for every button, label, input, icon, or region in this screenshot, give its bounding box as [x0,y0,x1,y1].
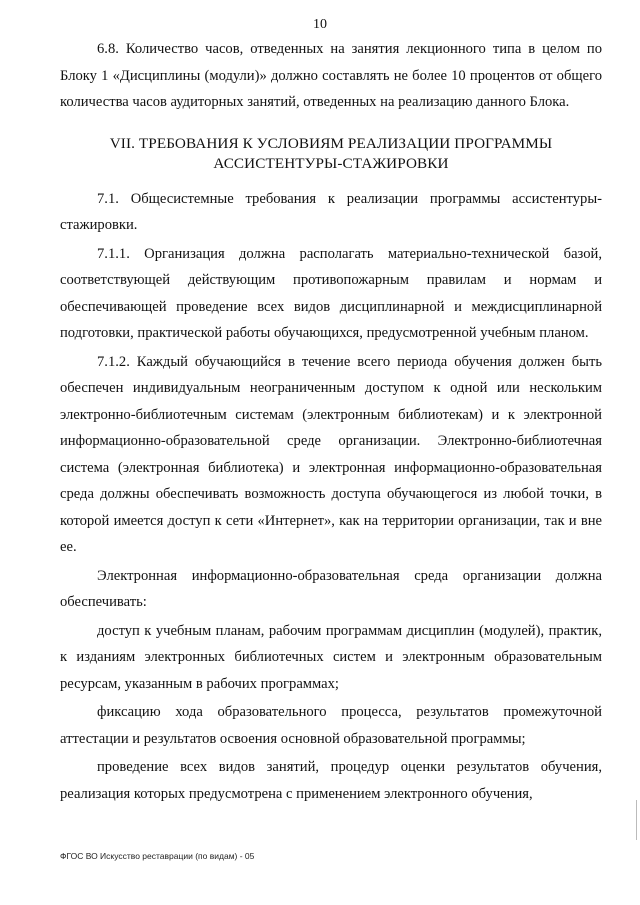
list-item-conduct: проведение всех видов занятий, процедур оценки результатов обучения, реализация которых предусмотрена с применением электронного обучения, [60,759,602,802]
footer-note: ФГОС ВО Искусство реставрации (по видам) - 05 [60,851,255,861]
paragraph-7-1-1: 7.1.1. Организация должна располагать материально-технической базой, соответствующей действующим противопожарным правилам и нормам и обеспечивающей проведение всех видов дисциплинарной и междисциплинарной подготовки, практической работы обучающихся, предусмотренной учебным планом. [60,245,602,341]
paragraph-6-8: 6.8. Количество часов, отведенных на занятия лекционного типа в целом по Блоку 1 «Дисциплины (модули)» должно составлять не более 10 процентов от общего количества часов аудиторных занятий, отведенных на реализацию данного Блока. [60,41,602,110]
list-item-access: доступ к учебным планам, рабочим программам дисциплин (модулей), практик, к изданиям электронных библиотечных систем и электронным образовательным ресурсам, указанным в рабочих программах; [60,622,602,692]
paragraph-7-1-2: 7.1.2. Каждый обучающийся в течение всего периода обучения должен быть обеспечен индивидуальным неограниченным доступом к одной или нескольким электронно-библиотечным системам (электронным библиотекам) и к электронной информационно-образовательной среде организации. Электронно-библиотечная система (электронная библиотека) и электронная информационно-образовательная среда должны обеспечивать возможность доступа обучающегося из любой точки, в которой имеется доступ к сети «Интернет», как на территории организации, так и вне ее. [60,353,602,555]
scan-edge-mark [636,800,637,840]
list-item-fixation: фиксацию хода образовательного процесса, результатов промежуточной аттестации и результатов освоения основной образовательной программы; [60,704,602,747]
document-body [60,36,602,807]
paragraph-environment: Электронная информационно-образовательная среда организации должна обеспечивать: [60,567,602,610]
section-heading: VII. ТРЕБОВАНИЯ К УСЛОВИЯМ РЕАЛИЗАЦИИ ПРОГРАММЫ АССИСТЕНТУРЫ-СТАЖИРОВКИ [109,134,553,172]
page-number: 10 [313,17,327,32]
paragraph-7-1: 7.1. Общесистемные требования к реализации программы ассистентуры-стажировки. [60,190,602,233]
